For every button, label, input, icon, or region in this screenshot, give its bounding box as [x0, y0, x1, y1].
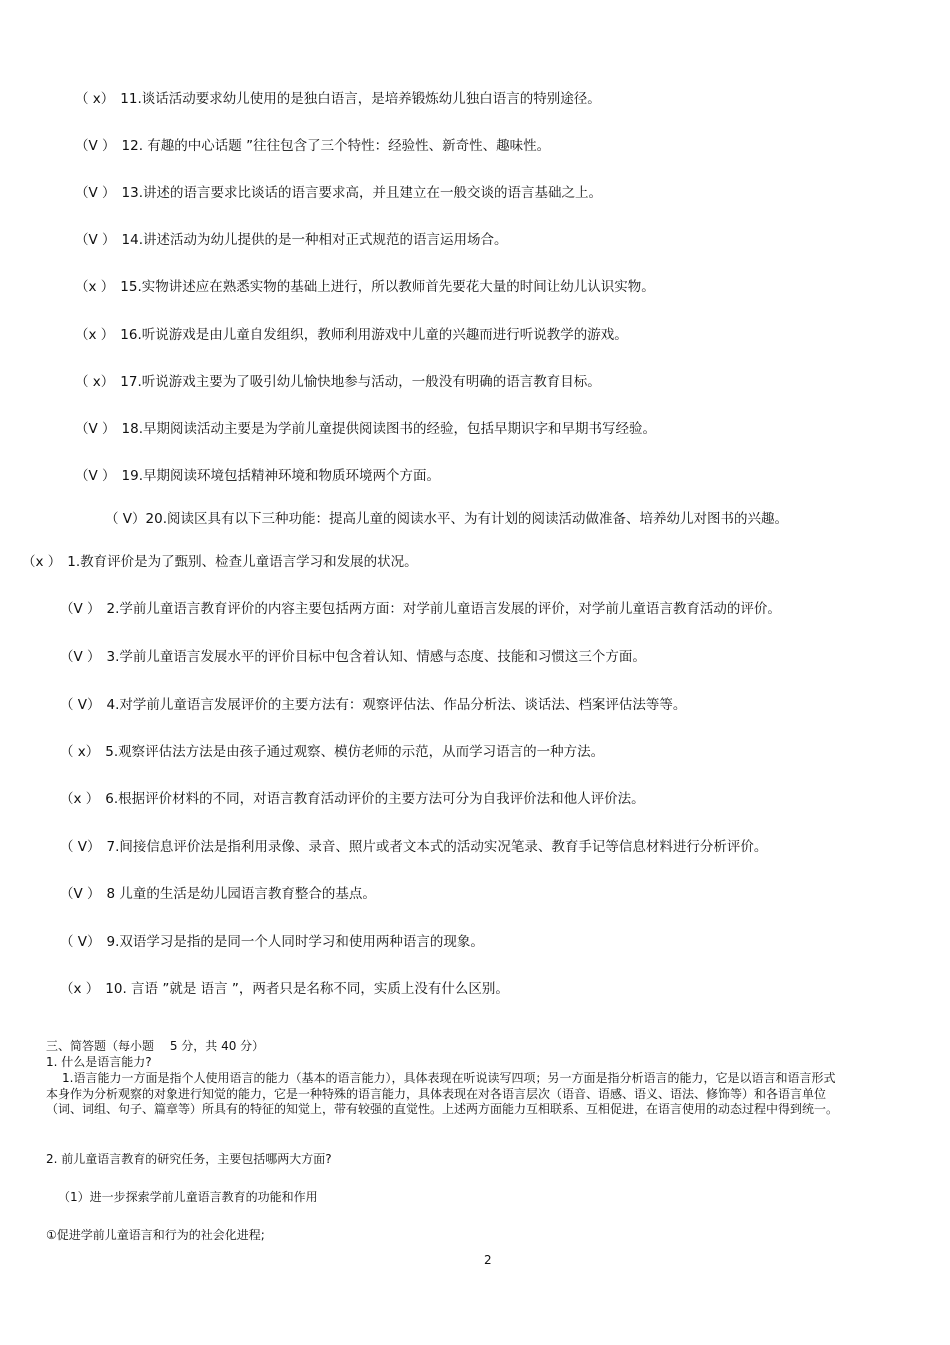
answer-mark: （V ） — [60, 886, 101, 902]
judgment-item — [75, 231, 508, 249]
answer-mark: （x ） — [75, 327, 115, 343]
item-text: 15.实物讲述应在熟悉实物的基础上进行，所以教师首先要花大量的时间让幼儿认识实物。 — [120, 279, 655, 295]
judgment-item — [60, 743, 604, 761]
item-text: 8 儿童的生活是幼儿园语言教育整合的基点。 — [106, 886, 376, 902]
item-text: 19.早期阅读环境包括精神环境和物质环境两个方面。 — [121, 468, 441, 484]
judgment-item — [75, 467, 440, 485]
judgment-item — [75, 278, 655, 296]
item-text: 20.阅读区具有以下三种功能：提高儿童的阅读水平、为有计划的阅读活动做准备、培养幼儿对图书的兴趣。 — [145, 511, 788, 527]
question-2: 2. 前儿童语言教育的研究任务，主要包括哪两大方面? — [46, 1152, 332, 1166]
answer-mark: （V ） — [75, 138, 116, 154]
item-text: 3.学前儿童语言发展水平的评价目标中包含着认知、情感与态度、技能和习惯这三个方面。 — [106, 649, 646, 665]
judgment-item — [60, 980, 509, 998]
judgment-item — [60, 790, 645, 808]
answer-mark: （V ） — [60, 649, 101, 665]
judgment-item — [60, 696, 686, 714]
item-text: 10. 言语 ”就是 语言 ”，两者只是名称不同，实质上没有什么区别。 — [105, 981, 509, 997]
judgment-item — [60, 648, 646, 666]
item-text: 2.学前儿童语言教育评价的内容主要包括两方面：对学前儿童语言发展的评价，对学前儿童语言教育活动的评价。 — [106, 601, 781, 617]
answer-mark: （x ） — [75, 279, 115, 295]
item-text: 4.对学前儿童语言发展评价的主要方法有：观察评估法、作品分析法、谈话法、档案评估法等等。 — [106, 697, 687, 713]
judgment-item — [75, 90, 601, 108]
answer-mark: （V ） — [75, 185, 116, 201]
item-text: 14.讲述活动为幼儿提供的是一种相对正式规范的语言运用场合。 — [121, 232, 508, 248]
section-heading: 三、简答题（每小题 5 分，共 40 分） — [46, 1039, 265, 1053]
list-item: ①促进学前儿童语言和行为的社会化进程; — [46, 1228, 265, 1242]
judgment-item — [60, 933, 484, 951]
item-text: 12. 有趣的中心话题 ”往往包含了三个特性：经验性、新奇性、趣味性。 — [121, 138, 551, 154]
judgment-item — [60, 885, 376, 903]
answer-mark: （ x） — [75, 91, 115, 107]
answer-mark: （V ） — [75, 232, 116, 248]
judgment-item — [60, 600, 781, 618]
page-number: 2 — [484, 1253, 492, 1267]
item-text: 18.早期阅读活动主要是为学前儿童提供阅读图书的经验，包括早期识字和早期书写经验。 — [121, 421, 656, 437]
judgment-item — [60, 838, 767, 856]
answer-mark: （x ） — [22, 554, 62, 570]
item-text: 9.双语学习是指的是同一个人同时学习和使用两种语言的现象。 — [106, 934, 484, 950]
answer-mark: （x ） — [60, 981, 100, 997]
answer-mark: （ x） — [75, 374, 115, 390]
item-text: 5.观察评估法方法是由孩子通过观察、模仿老师的示范，从而学习语言的一种方法。 — [105, 744, 605, 760]
answer-mark: （ x） — [60, 744, 100, 760]
judgment-item — [75, 420, 656, 438]
judgment-item — [22, 553, 418, 571]
judgment-item — [105, 510, 788, 528]
item-text: 7.间接信息评价法是指利用录像、录音、照片或者文本式的活动实况笔录、教育手记等信息材料进行分析评价。 — [106, 839, 768, 855]
judgment-item — [75, 373, 601, 391]
answer-mark: （V ） — [60, 601, 101, 617]
answer-mark: （ V） — [60, 697, 101, 713]
judgment-item — [75, 137, 550, 155]
item-text: 6.根据评价材料的不同，对语言教育活动评价的主要方法可分为自我评价法和他人评价法。 — [105, 791, 645, 807]
answer-mark: （V ） — [75, 421, 116, 437]
item-text: 1.教育评价是为了甄别、检查儿童语言学习和发展的状况。 — [67, 554, 418, 570]
answer-mark: （x ） — [60, 791, 100, 807]
answer-mark: （ V） — [60, 839, 101, 855]
answer-mark: （ V） — [60, 934, 101, 950]
judgment-item — [75, 326, 628, 344]
answer-mark: （ V） — [105, 511, 146, 527]
item-text: 11.谈话活动要求幼儿使用的是独白语言，是培养锻炼幼儿独白语言的特别途径。 — [120, 91, 601, 107]
item-text: 17.听说游戏主要为了吸引幼儿愉快地参与活动，一般没有明确的语言教育目标。 — [120, 374, 601, 390]
question-1: 1. 什么是语言能力? — [46, 1055, 152, 1069]
answer-mark: （V ） — [75, 468, 116, 484]
item-text: 13.讲述的语言要求比谈话的语言要求高，并且建立在一般交谈的语言基础之上。 — [121, 185, 602, 201]
judgment-item — [75, 184, 602, 202]
sub-heading: （1）进一步探索学前儿童语言教育的功能和作用 — [58, 1190, 318, 1204]
item-text: 16.听说游戏是由儿童自发组织，教师利用游戏中儿童的兴趣而进行听说教学的游戏。 — [120, 327, 628, 343]
answer-1: 1.语言能力一方面是指个人使用语言的能力（基本的语言能力），具体表现在听说读写四项；另一方面是指分析语言的能力，它是以语言和语言形式本身作为分析观察的对象进行知觉的能力，它是一种特殊的语言能力，具体表现在对各语言层次（语音、语感、语义、语法、修饰等）和各语言单位（词、词组、句子、篇章等）所具有的特征的知觉上，带有较强的直觉性。上述两方面能力互相联系、互相促进，在语言使用的动态过程中得到统一。 — [46, 1071, 839, 1116]
